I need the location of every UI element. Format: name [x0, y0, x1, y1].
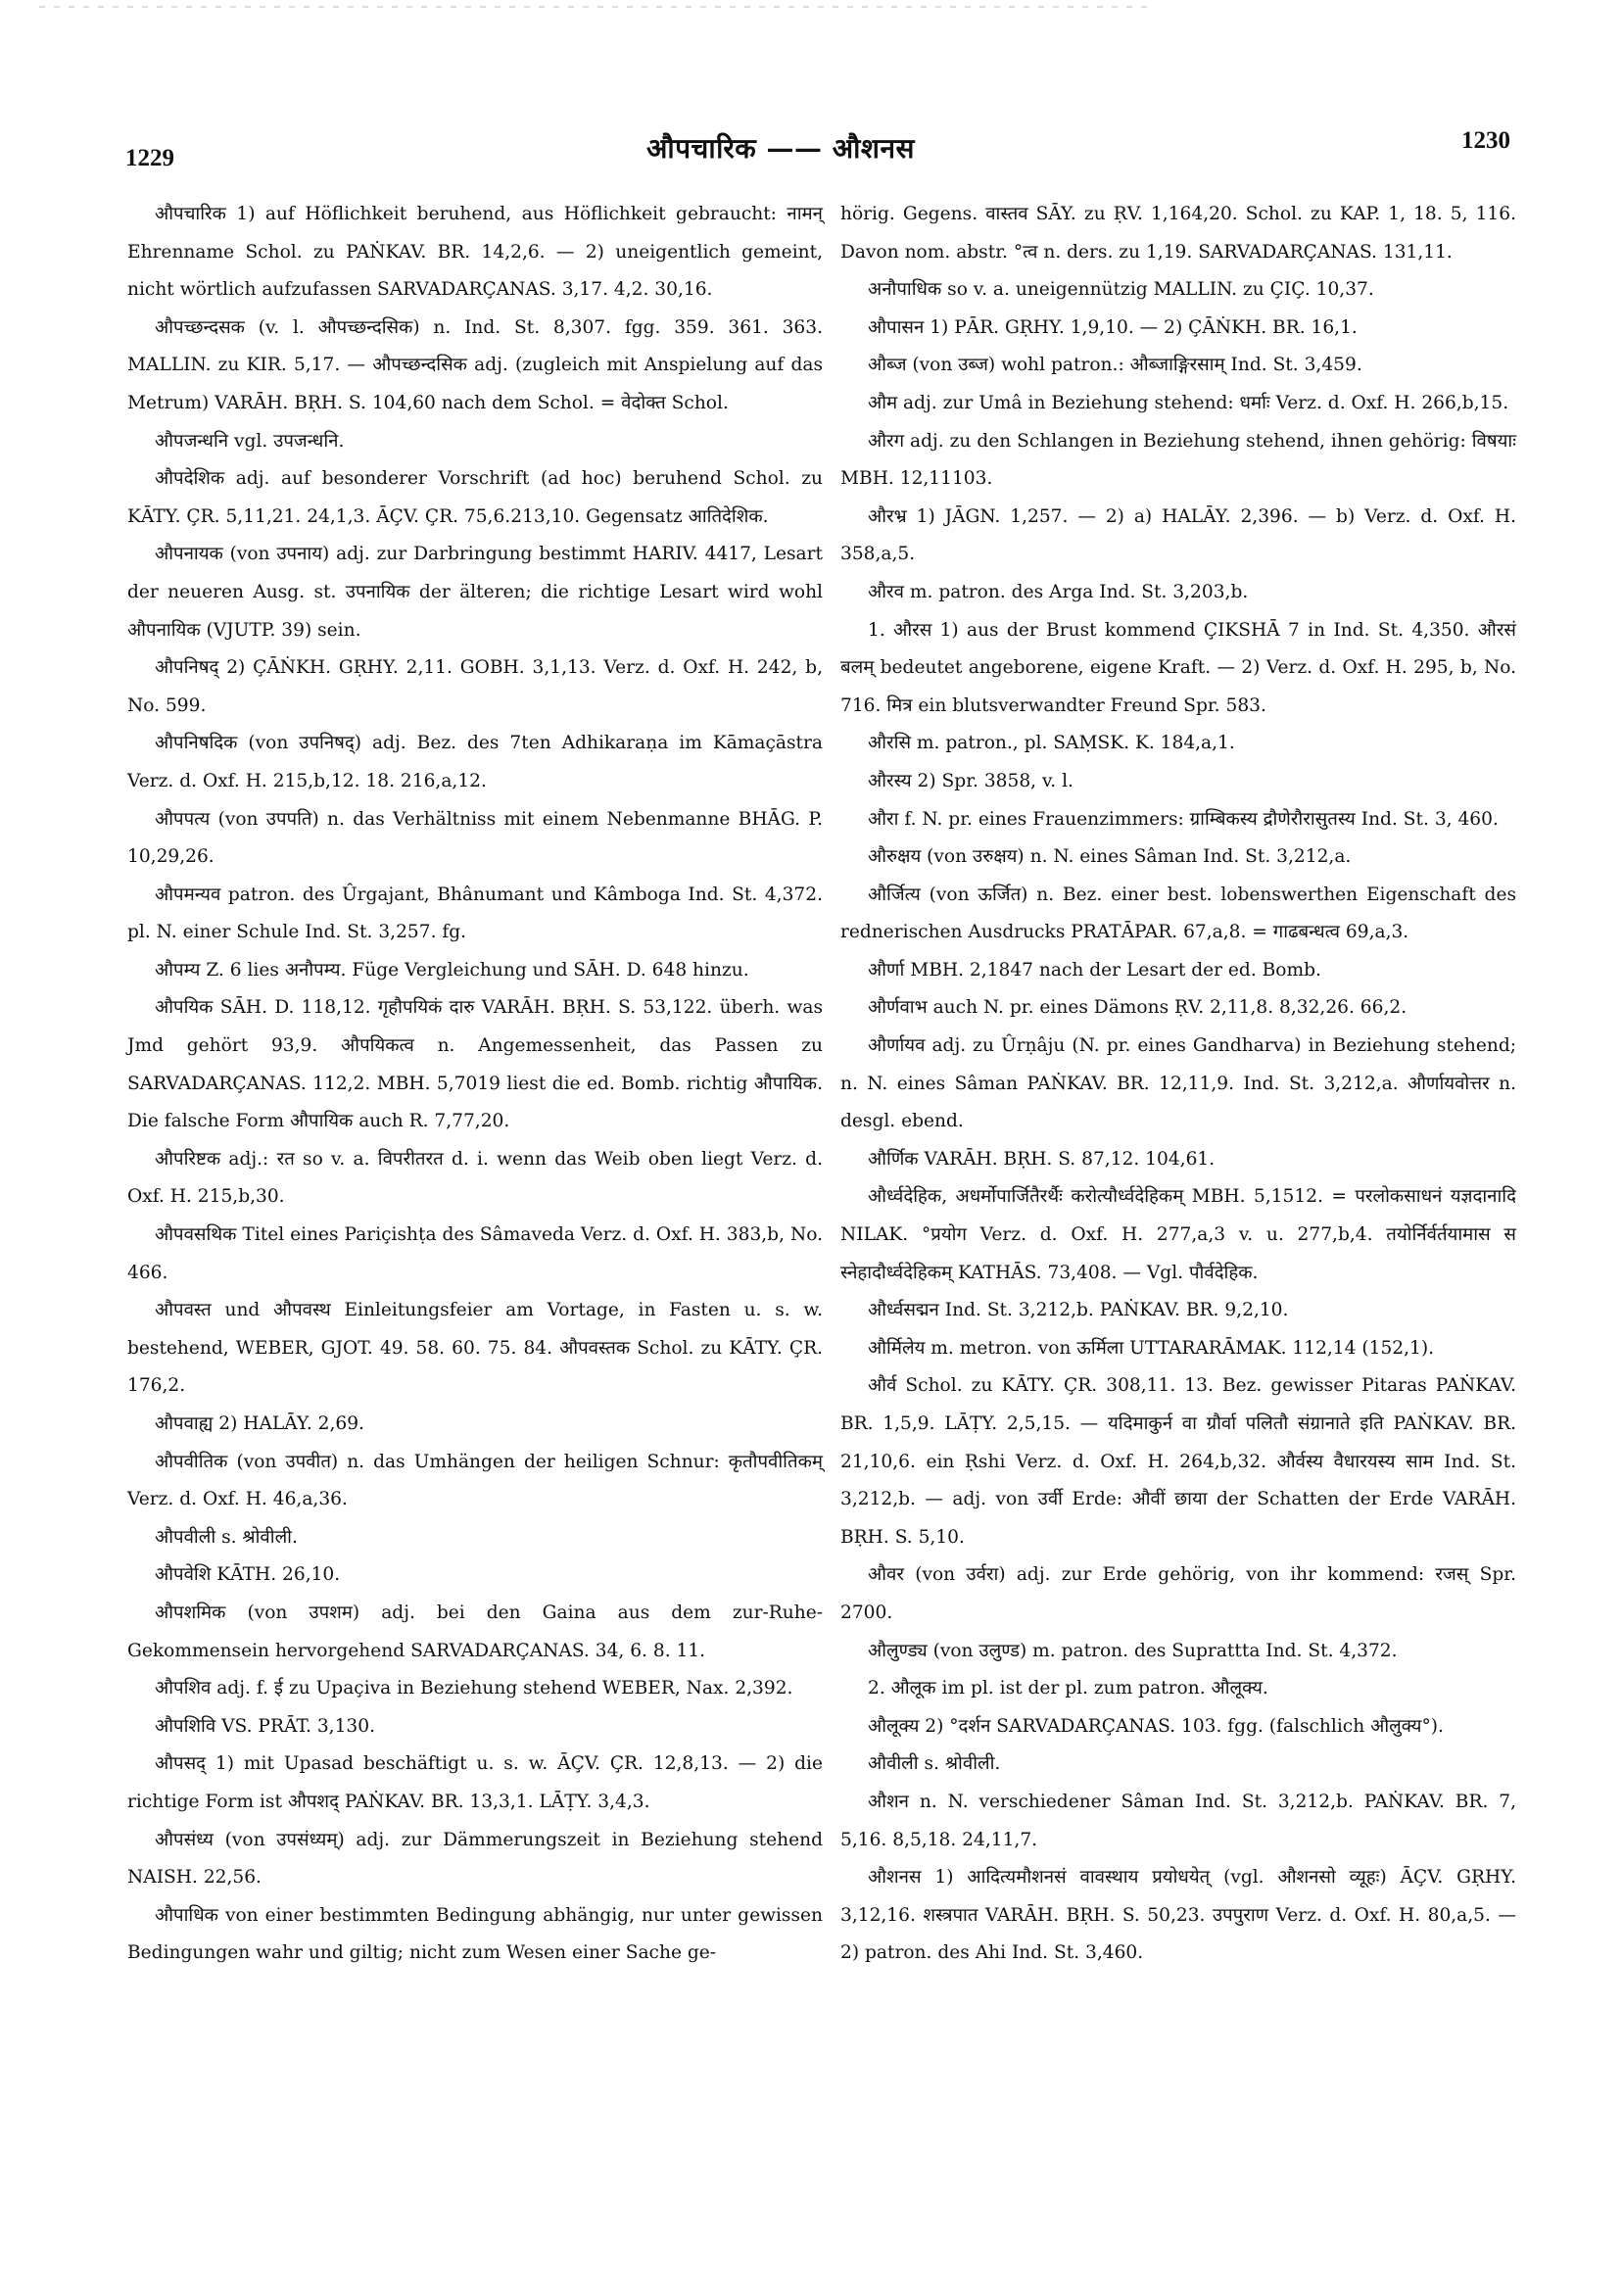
dictionary-entry: और्णा MBH. 2,1847 nach der Lesart der ed. Bomb.: [868, 959, 1321, 981]
right-column: [840, 196, 1516, 1973]
dictionary-entry: औपपत्य (von उपपति) n. das Verhältniss mit einem Nebenmanne BHĀG. P. 10,29,26.: [127, 808, 823, 868]
dictionary-entry: औपशिवि VS. PRĀT. 3,130.: [155, 1715, 375, 1737]
dictionary-entry: औरसि m. patron., pl. SAṂSK. K. 184,a,1.: [868, 733, 1235, 754]
dictionary-entry: औपवीली s. श्रोवीली.: [155, 1526, 298, 1548]
dictionary-entry: औपदेशिक adj. auf besonderer Vorschrift (ad hoc) beruhend Schol. zu KĀTY. ÇR. 5,11,21. 24,1,3. ĀÇV. ÇR. 75,6.213,10. Gegensatz आतिदेशिक.: [127, 468, 823, 527]
dictionary-entry: औरुक्षय (von उरुक्षय) n. N. eines Sâman Ind. St. 3,212,a.: [868, 846, 1352, 868]
dictionary-entry: और्जित्य (von ऊर्जित) n. Bez. einer best. lobenswerthen Eigenschaft des rednerischen Ausdrucks PRATĀPAR. 67,a,8. = गाढबन्धत्व 69,a,3.: [840, 884, 1516, 943]
dictionary-entry: औपच्छन्दसक (v. l. औपच्छन्दसिक) n. Ind. St. 8,307. fgg. 359. 361. 363. MALLIN. zu KIR. 5,17. — औपच्छन्दसिक adj. (zugleich mit Anspielung auf das Metrum) VARĀH. BṚH. S. 104,60 nach dem Schol. = वेदोक्त Schol.: [127, 316, 823, 413]
scan-artifact: [0, 0, 1175, 14]
scan-noise-line: [0, 1, 1175, 15]
dictionary-entry: औपवेशि KĀTH. 26,10.: [155, 1564, 341, 1586]
page-header: [118, 125, 1510, 184]
dictionary-entry: और्ध्वदेहिक, अधर्मोपार्जितैरर्थैः करोत्यौर्ध्वदेहिकम् MBH. 5,1512. = परलोकसाधनं यज्ञदानादि NILAK. °प्रयोग Verz. d. Oxf. H. 277,a,3 v. u. 277,b,4. तयोर्निर्वर्तयामास स स्नेहादौर्ध्वदेहिकम् KATHĀS. 73,408. — Vgl. पौर्वदेहिक.: [840, 1186, 1516, 1283]
dictionary-entry: औपवाह्य 2) HALĀY. 2,69.: [155, 1413, 364, 1434]
dictionary-entry: औपम्य Z. 6 lies अनौपम्य. Füge Vergleichung und SĀH. D. 648 hinzu.: [155, 959, 749, 981]
dictionary-entry: औवर (von उर्वरा) adj. zur Erde gehörig, von ihr kommend: रजस् Spr. 2700.: [840, 1564, 1516, 1623]
dictionary-entry: औपशिव adj. f. ई zu Upaçiva in Beziehung stehend WEBER, Nax. 2,392.: [155, 1678, 793, 1699]
dictionary-entry: औपनिषद् 2) ÇĀṄKH. GṚHY. 2,11. GOBH. 3,1,13. Verz. d. Oxf. H. 242, b, No. 599.: [127, 657, 823, 716]
dictionary-entry: औपजन्धनि vgl. उपजन्धनि.: [155, 430, 345, 452]
dictionary-entry: hörig. Gegens. वास्तव SĀY. zu ṚV. 1,164,20. Schol. zu KAP. 1, 18. 5, 116. Davon nom. abstr. °त्व n. ders. zu 1,19. SARVADARÇANAS. 131,11.: [840, 204, 1516, 263]
dictionary-entry: औपाधिक von einer bestimmten Bedingung abhängig, nur unter gewissen Bedingungen wahr und giltig; nicht zum Wesen einer Sache ge-: [127, 1904, 823, 1964]
dictionary-entry: औपनिषदिक (von उपनिषद्) adj. Bez. des 7ten Adhikaraṇa im Kāmaçāstra Verz. d. Oxf. H. 215,b,12. 18. 216,a,12.: [127, 733, 823, 791]
dictionary-entry: औरभ्र 1) JĀGN. 1,257. — 2) a) HALĀY. 2,396. — b) Verz. d. Oxf. H. 358,a,5.: [840, 505, 1516, 565]
dictionary-entry: औलुण्ड्य (von उलुण्ड) m. patron. des Suprattta Ind. St. 4,372.: [868, 1640, 1398, 1661]
dictionary-entry: और्मिलेय m. metron. von ऊर्मिला UTTARARĀMAK. 112,14 (152,1).: [868, 1337, 1435, 1359]
left-column: [127, 196, 823, 1973]
dictionary-entry: औपमन्यव patron. des Ûrgajant, Bhânumant und Kâmboga Ind. St. 4,372. pl. N. einer Schule Ind. St. 3,257. fg.: [127, 884, 823, 943]
dictionary-entry: औपासन 1) PĀR. GṚHY. 1,9,10. — 2) ÇĀṄKH. BR. 16,1.: [868, 316, 1358, 338]
dictionary-entry: औरस्य 2) Spr. 3858, v. l.: [868, 770, 1073, 791]
dictionary-entry: और्व Schol. zu KĀTY. ÇR. 308,11. 13. Bez. gewisser Pitaras PAṄKAV. BR. 1,5,9. LĀṬY. 2,5,15. — यदिमाकुर्न वा ग्रौर्वा पलितौ संग्रानाते इति PAṄKAV. BR. 21,10,6. ein Ṛshi Verz. d. Oxf. H. 264,b,32. और्वस्य वैधारयस्य साम Ind. St. 3,212,b. — adj. von उर्वी Erde: औवीं छाया der Schatten der Erde VARĀH. BṚH. S. 5,10.: [840, 1375, 1516, 1548]
page-number-left: 1229: [125, 145, 174, 171]
dictionary-entry: औरव m. patron. des Arga Ind. St. 3,203,b.: [868, 581, 1249, 602]
dictionary-entry: अनौपाधिक so v. a. uneigennützig MALLIN. zu ÇIÇ. 10,37.: [868, 279, 1374, 301]
dictionary-entry: औवीली s. श्रोवीली.: [868, 1753, 1001, 1775]
dictionary-entry: औरग adj. zu den Schlangen in Beziehung stehend, ihnen gehörig: विषयाः MBH. 12,11103.: [840, 430, 1516, 490]
dictionary-entry: औशनस 1) आदित्यमौशनसं वावस्थाय प्रयोधयेत् (vgl. औशनसो व्यूहः) ĀÇV. GṚHY. 3,12,16. शस्त्रपात VARĀH. BṚH. S. 50,23. उपपुराण Verz. d. Oxf. H. 80,a,5. — 2) patron. des Ahi Ind. St. 3,460.: [840, 1867, 1516, 1964]
page-number-right: 1230: [1461, 127, 1510, 154]
dictionary-entry: औरा f. N. pr. eines Frauenzimmers: ग्राम्बिकस्य द्रौणेरौरासुतस्य Ind. St. 3, 460.: [868, 808, 1499, 830]
dictionary-entry: औलूक्य 2) °दर्शन SARVADARÇANAS. 103. fgg. (falschlich औलुक्य°).: [868, 1715, 1444, 1737]
dictionary-entry: औपयिक SĀH. D. 118,12. गृहौपयिकं दारु VARĀH. BṚH. S. 53,122. überh. was Jmd gehört 93,9. औपयिकत्व n. Angemessenheit, das Passen zu SARVADARÇANAS. 112,2. MBH. 5,7019 liest die ed. Bomb. richtig औपायिक. Die falsche Form औपायिक auch R. 7,77,20.: [127, 997, 823, 1132]
dictionary-entry: और्णायव adj. zu Ûrṇâju (N. pr. eines Gandharva) in Beziehung stehend; n. N. eines Sâman PAṄKAV. BR. 12,11,9. Ind. St. 3,212,a. और्णायवोत्तर n. desgl. ebend.: [840, 1035, 1516, 1132]
dictionary-entry: औपशमिक (von उपशम) adj. bei den Gaina aus dem zur-Ruhe-Gekommensein hervorgehend SARVADARÇANAS. 34, 6. 8. 11.: [127, 1602, 823, 1661]
dictionary-entry: औपनायक (von उपनाय) adj. zur Darbringung bestimmt HARIV. 4417, Lesart der neueren Ausg. st. उपनायिक der älteren; die richtige Lesart wird wohl औपनायिक (VJUTP. 39) sein.: [127, 544, 823, 641]
dictionary-entry: औपवीतिक (von उपवीत) n. das Umhängen der heiligen Schnur: कृतौपवीतिकम् Verz. d. Oxf. H. 46,a,36.: [127, 1451, 823, 1510]
dictionary-entry: औपचारिक 1) auf Höflichkeit beruhend, aus Höflichkeit gebraucht: नामन् Ehrenname Schol. zu PAṄKAV. BR. 14,2,6. — 2) uneigentlich gemeint, nicht wörtlich aufzufassen SARVADARÇANAS. 3,17. 4,2. 30,16.: [127, 204, 823, 301]
dictionary-entry: औशन n. N. verschiedener Sâman Ind. St. 3,212,b. PAṄKAV. BR. 7, 5,16. 8,5,18. 24,11,7.: [840, 1791, 1516, 1850]
dictionary-entry: और्णवाभ auch N. pr. eines Dämons ṚV. 2,11,8. 8,32,26. 66,2.: [868, 997, 1407, 1019]
dictionary-entry: औपसंध्य (von उपसंध्यम्) adj. zur Dämmerungszeit in Beziehung stehend NAISH. 22,56.: [127, 1829, 823, 1889]
dictionary-entry: औपसद् 1) mit Upasad beschäftigt u. s. w. ĀÇV. ÇR. 12,8,13. — 2) die richtige Form ist औपशद् PAṄKAV. BR. 13,3,1. LĀṬY. 3,4,3.: [127, 1753, 823, 1812]
dictionary-entry: और्ध्वसद्मन Ind. St. 3,212,b. PAṄKAV. BR. 9,2,10.: [868, 1300, 1289, 1321]
dictionary-entry: 1. औरस 1) aus der Brust kommend ÇIKSHĀ 7 in Ind. St. 4,350. औरसं बलम् bedeutet angeborene, eigene Kraft. — 2) Verz. d. Oxf. H. 295, b, No. 716. मित्र ein blutsverwandter Freund Spr. 583.: [840, 619, 1516, 716]
dictionary-entry: 2. औलूक im pl. ist der pl. zum patron. औलूक्य.: [868, 1678, 1268, 1699]
dictionary-entry: और्णिक VARĀH. BṚH. S. 87,12. 104,61.: [868, 1148, 1216, 1170]
running-head: औपचारिक —— औशनस: [646, 132, 915, 165]
dictionary-entry: औपरिष्टक adj.: रत so v. a. विपरीतरत d. i. wenn das Weib oben liegt Verz. d. Oxf. H. 215,b,30.: [127, 1148, 823, 1208]
dictionary-entry: औम adj. zur Umâ in Beziehung stehend: धर्माः Verz. d. Oxf. H. 266,b,15.: [868, 392, 1509, 413]
dictionary-entry: औपवसथिक Titel eines Pariçishṭa des Sâmaveda Verz. d. Oxf. H. 383,b, No. 466.: [127, 1224, 823, 1283]
dictionary-entry: औब्ज (von उब्ज) wohl patron.: औब्जाङ्गिरसाम् Ind. St. 3,459.: [868, 355, 1362, 376]
dictionary-entry: औपवस्त und औपवस्थ Einleitungsfeier am Vortage, in Fasten u. s. w. bestehend, WEBER, GJOT. 49. 58. 60. 75. 84. औपवस्तक Schol. zu KĀTY. ÇR. 176,2.: [127, 1300, 823, 1397]
